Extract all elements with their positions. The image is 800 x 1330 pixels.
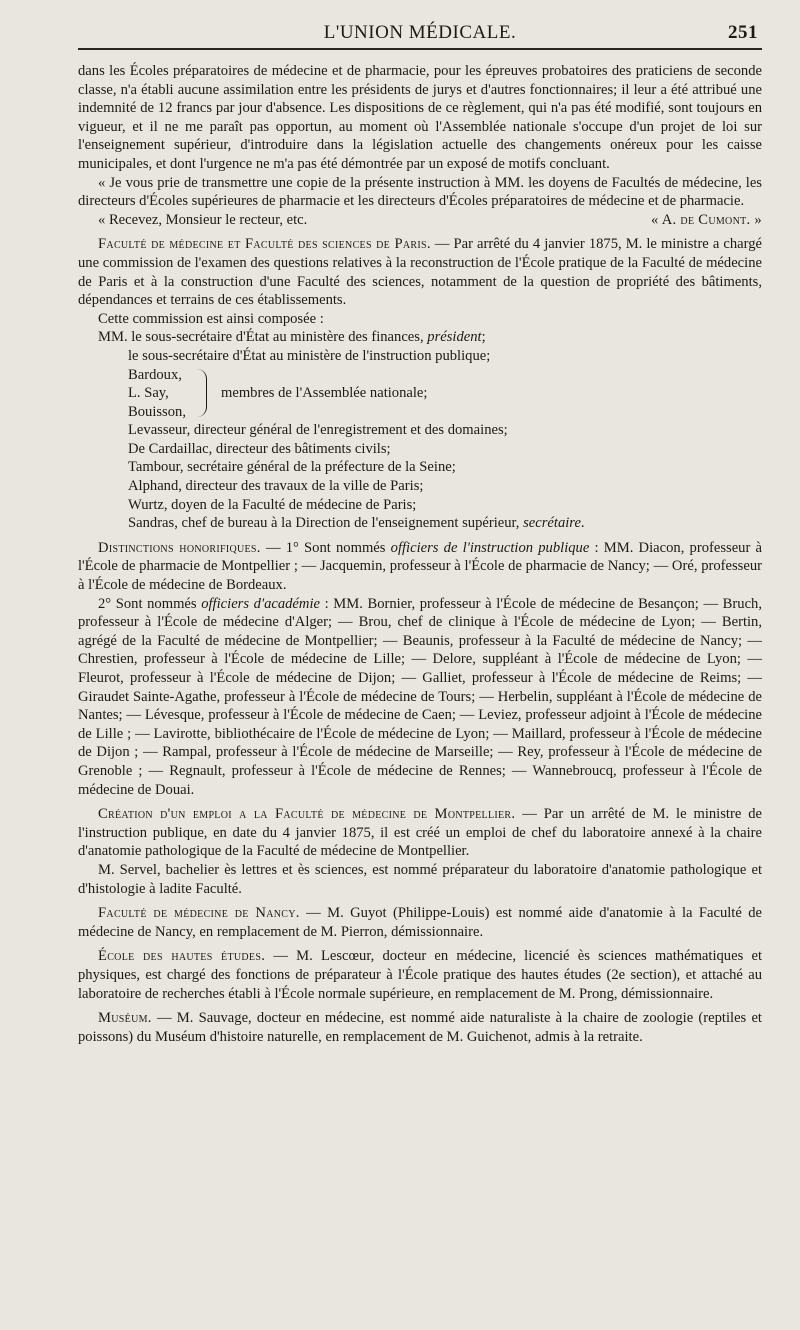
section-faculte-nancy bbox=[78, 904, 762, 941]
section-emphasis: officiers de l'instruction publique bbox=[390, 539, 590, 556]
section-heading: Muséum. bbox=[98, 1010, 152, 1027]
section-text: — M. Lescœur, docteur en médecine, licencié ès sciences mathématiques et physiques, est chargé des fonctions de préparateur à l'École pratique des hautes études (2e section), et attaché au laboratoire de recherches établi à l'École normale supérieure, en remplacement de M. Prong, démissionnaire. bbox=[78, 948, 762, 1002]
article-body bbox=[78, 62, 762, 1046]
member-line bbox=[78, 328, 762, 347]
section-text: : MM. Bornier, professeur à l'École de médecine de Besançon; — Bruch, professeur à l'École de médecine d'Alger; — Brou, chef de clinique à l'École de médecine de Lyon; — Bertin, agrégé de la Faculté de médecine de Montpellier; — Beaunis, professeur à la Faculté de médecine de Nancy; — Chrestien, professeur à l'École de médecine de Lille; — Delore, suppléant à l'École de médecine de Lyon; — Fleurot, professeur à l'École de médecine de Dijon; — Galliet, professeur à l'École de médecine de Reims; — Giraudet Sainte-Agathe, professeur à l'École de médecine de Tours; — Herbelin, suppléant à l'École de médecine de Nantes; — Lévesque, professeur à l'École de médecine de Caen; — Leviez, professeur adjoint à l'École de médecine de Lille ; — Lavirotte, bibliothécaire de l'École de médecine de Lyon; — Maillard, professeur à l'École de médecine de Dijon ; — Rampal, professeur à l'École de médecine de Marseille; — Rey, professeur à l'École de médecine de Grenoble ; — Regnault, professeur à l'École de médecine de Rennes; — Wannebroucq, professeur à l'École de médecine de Douai. bbox=[78, 595, 762, 798]
section-text: — M. Guyot (Philippe-Louis) est nommé aide d'anatomie à la Faculté de médecine de Nancy, en remplacement de M. Pierron, démissionnaire. bbox=[78, 905, 762, 940]
paragraph-transmit: « Je vous prie de transmettre une copie de la présente instruction à MM. les doyens de Facultés de médecine, les directeurs d'Écoles supérieures de pharmacie et les directeurs d'Écoles préparatoires de médecine et de pharmacie. bbox=[78, 174, 762, 210]
section-heading: Faculté de médecine de Nancy. bbox=[98, 905, 300, 922]
section-creation-montpellier bbox=[78, 805, 762, 861]
assembly-members-group bbox=[128, 366, 762, 422]
section-museum bbox=[78, 1009, 762, 1046]
member-text: MM. le sous-secrétaire d'État au ministère des finances, bbox=[98, 329, 428, 346]
member-line: Wurtz, doyen de la Faculté de médecine de Paris; bbox=[128, 496, 417, 513]
paragraph-closing bbox=[78, 211, 762, 230]
paragraph-servel: M. Servel, bachelier ès lettres et ès sciences, est nommé préparateur du laboratoire d'anatomie pathologique et d'histologie à ladite Faculté. bbox=[78, 861, 762, 897]
assembly-member: Bouisson, bbox=[128, 403, 186, 420]
section-academie bbox=[78, 595, 762, 800]
section-text: : MM. Diacon, professeur à l'École de pharmacie de Montpellier ; — Jacquemin, professeur à l'École de pharmacie de Nancy; — Oré, professeur à l'École de médecine de Bordeaux. bbox=[78, 539, 762, 594]
member-line: De Cardaillac, directeur des bâtiments civils; bbox=[128, 440, 391, 457]
section-heading: Création d'un emploi a la Faculté de médecine de Montpellier. bbox=[98, 806, 516, 823]
member-line: Levasseur, directeur général de l'enregistrement et des domaines; bbox=[128, 422, 508, 439]
section-heading: École des hautes études. bbox=[98, 948, 266, 965]
page-number: 251 bbox=[728, 22, 758, 43]
closing-signature: « A. de Cumont. » bbox=[650, 211, 762, 228]
assembly-member: Bardoux, bbox=[128, 366, 182, 383]
member-role: président bbox=[427, 329, 482, 346]
section-text: — Par arrêté du 4 janvier 1875, M. le ministre a chargé une commission de l'examen des questions relatives à la reconstruction de l'École pratique de la Faculté de médecine de Paris et à la construction d'une Faculté des sciences, notamment de la question de propriété des bâtiments, dépendances et terrains de ces établissements. bbox=[78, 236, 762, 309]
assembly-names bbox=[128, 366, 186, 422]
section-faculte-paris bbox=[78, 235, 762, 309]
commission-members-rest bbox=[128, 421, 762, 533]
brace-bracket bbox=[196, 369, 207, 417]
running-header bbox=[78, 22, 762, 50]
member-line: Tambour, secrétaire général de la préfecture de la Seine; bbox=[128, 459, 456, 476]
member-line: le sous-secrétaire d'État au ministère de l'instruction publique; bbox=[128, 347, 491, 364]
section-distinctions bbox=[78, 539, 762, 595]
paragraph-regulation: dans les Écoles préparatoires de médecine et de pharmacie, pour les épreuves probatoires des praticiens de seconde classe, n'a établi aucune assimilation entre les présidents de jurys et d'autres fonctionnaires; il leur a été attribué une indemnité de 12 francs par jour d'absence. Les dispositions de ce règlement, qui n'a pas été modifié, sont toujours en vigueur, et il ne me paraît pas opportun, au moment où l'Assemblée nationale s'occupe d'un projet de loi sur l'enseignement supérieur, d'introduire dans la législation actuelle des changements onéreux pour les caisse municipales, et dont l'urgence ne m'a pas été démontrée par un exposé de motifs concluant. bbox=[78, 63, 762, 172]
journal-title: L'UNION MÉDICALE. bbox=[323, 22, 517, 43]
member-line bbox=[128, 514, 762, 533]
section-text: 2° Sont nommés bbox=[98, 595, 202, 612]
member-line: Alphand, directeur des travaux de la ville de Paris; bbox=[128, 478, 424, 495]
section-text: — Par un arrêté de M. le ministre de l'instruction publique, en date du 4 janvier 1875, il est créé un emploi de chef du laboratoire annexé à la chaire d'anatomie pathologique de la Faculté de médecine de Montpellier. bbox=[78, 806, 762, 860]
member-punct: ; bbox=[481, 329, 486, 346]
member-punct: . bbox=[580, 515, 585, 532]
commission-intro: Cette commission est ainsi composée : bbox=[98, 310, 324, 327]
member-role: secrétaire bbox=[523, 515, 581, 532]
section-heading: Distinctions honorifiques. bbox=[98, 539, 261, 556]
section-emphasis: officiers d'académie bbox=[201, 595, 320, 612]
assembly-member: L. Say, bbox=[128, 385, 169, 402]
assembly-label: membres de l'Assemblée nationale; bbox=[220, 385, 428, 402]
section-heading: Faculté de médecine et Faculté des sciences de Paris. bbox=[98, 236, 431, 253]
commission-members bbox=[128, 347, 762, 366]
section-text: — M. Sauvage, docteur en médecine, est nommé aide naturaliste à la chaire de zoologie (reptiles et poissons) du Muséum d'histoire naturelle, en remplacement de M. Guichenot, admis à la retraite. bbox=[78, 1010, 762, 1045]
member-text: Sandras, chef de bureau à la Direction de l'enseignement supérieur, bbox=[128, 515, 524, 532]
section-text: — 1° Sont nommés bbox=[260, 539, 391, 556]
section-hautes-etudes bbox=[78, 947, 762, 1003]
closing-salutation: « Recevez, Monsieur le recteur, etc. bbox=[98, 211, 308, 228]
